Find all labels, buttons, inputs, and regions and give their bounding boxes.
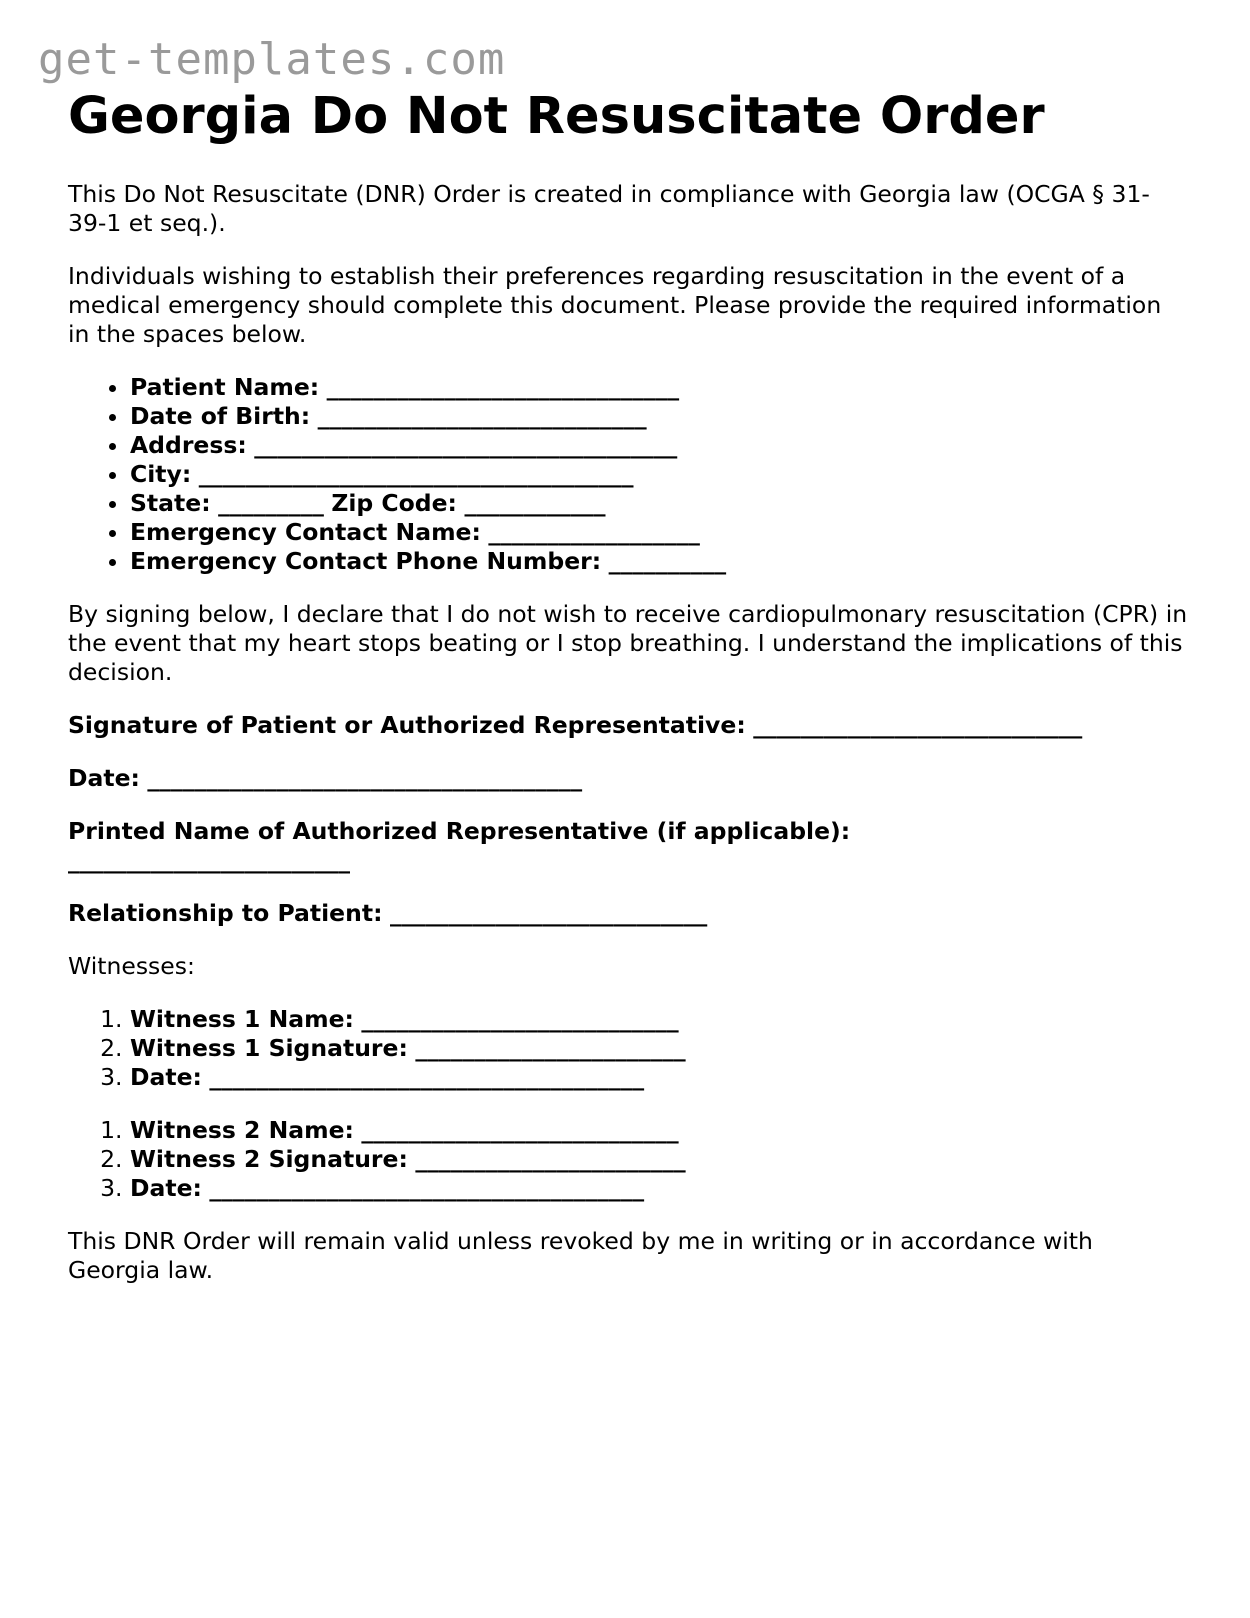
address-blank[interactable]: ____________________________________ (254, 431, 678, 459)
patient-name-label: Patient Name: (130, 373, 320, 401)
witness-2-list (68, 1116, 1188, 1203)
address-label: Address: (130, 431, 247, 459)
witness-2-signature-blank[interactable]: _______________________ (415, 1145, 686, 1173)
relationship-blank[interactable]: ___________________________ (389, 899, 708, 927)
witness-2-name-label: Witness 2 Name: (130, 1116, 354, 1144)
state-zip-field[interactable] (130, 489, 1188, 518)
witness-1-date-label: Date: (130, 1063, 202, 1091)
city-field[interactable] (130, 460, 1188, 489)
signature-field[interactable] (68, 711, 1188, 740)
patient-fields-list (68, 373, 1188, 576)
page-title: Georgia Do Not Resuscitate Order (68, 87, 1045, 146)
dob-blank[interactable]: ____________________________ (317, 402, 647, 430)
zip-label: Zip Code: (331, 489, 457, 517)
witness-2-signature-label: Witness 2 Signature: (130, 1145, 408, 1173)
witness-2-name-field[interactable] (130, 1116, 1188, 1145)
state-label: State: (130, 489, 211, 517)
witness-1-name-label: Witness 1 Name: (130, 1005, 354, 1033)
witness-2-date-blank[interactable]: _____________________________________ (209, 1174, 645, 1202)
patient-name-blank[interactable]: ______________________________ (326, 373, 680, 401)
intro-paragraph: This Do Not Resuscitate (DNR) Order is created in compliance with Georgia law (OCGA § 31-39-1 et seq.). (68, 180, 1150, 237)
date-label: Date: (68, 764, 140, 792)
state-blank[interactable]: _________ (218, 489, 324, 517)
printed-name-blank[interactable]: ________________________ (68, 846, 350, 874)
emergency-contact-phone-field[interactable] (130, 547, 1188, 576)
printed-name-field[interactable] (68, 817, 1188, 875)
dob-label: Date of Birth: (130, 402, 311, 430)
witness-2-signature-field[interactable] (130, 1145, 1188, 1174)
relationship-label: Relationship to Patient: (68, 899, 383, 927)
address-field[interactable] (130, 431, 1188, 460)
witness-1-signature-field[interactable] (130, 1034, 1188, 1063)
witnesses-heading: Witnesses: (68, 952, 195, 980)
emergency-contact-name-label: Emergency Contact Name: (130, 518, 481, 546)
witness-1-date-blank[interactable]: _____________________________________ (209, 1063, 645, 1091)
zip-blank[interactable]: ____________ (464, 489, 606, 517)
printed-name-label: Printed Name of Authorized Representative (if applicable): (68, 817, 851, 845)
signature-label: Signature of Patient or Authorized Representative: (68, 711, 746, 739)
emergency-contact-phone-blank[interactable]: __________ (608, 547, 727, 575)
witness-2-date-field[interactable] (130, 1174, 1188, 1203)
witness-2-name-blank[interactable]: ___________________________ (361, 1116, 679, 1144)
watermark: get-templates.com (38, 34, 506, 85)
instructions-paragraph: Individuals wishing to establish their preferences regarding resuscitation in the event of a medical emergency should complete this document. Please provide the required information in the spaces below. (68, 262, 1162, 348)
emergency-contact-name-field[interactable] (130, 518, 1188, 547)
witness-1-name-field[interactable] (130, 1005, 1188, 1034)
witness-1-signature-blank[interactable]: _______________________ (415, 1034, 686, 1062)
document-body (68, 86, 1188, 1285)
signature-blank[interactable]: ____________________________ (753, 711, 1083, 739)
dob-field[interactable] (130, 402, 1188, 431)
closing-paragraph: This DNR Order will remain valid unless revoked by me in writing or in accordance with Georgia law. (68, 1227, 1093, 1284)
witness-1-date-field[interactable] (130, 1063, 1188, 1092)
date-blank[interactable]: _____________________________________ (147, 764, 583, 792)
emergency-contact-phone-label: Emergency Contact Phone Number: (130, 547, 602, 575)
witness-1-list (68, 1005, 1188, 1092)
witness-2-date-label: Date: (130, 1174, 202, 1202)
patient-name-field[interactable] (130, 373, 1188, 402)
city-blank[interactable]: _____________________________________ (198, 460, 634, 488)
city-label: City: (130, 460, 192, 488)
witness-1-signature-label: Witness 1 Signature: (130, 1034, 408, 1062)
emergency-contact-name-blank[interactable]: __________________ (488, 518, 700, 546)
date-field[interactable] (68, 764, 1188, 793)
relationship-field[interactable] (68, 899, 1188, 928)
witness-1-name-blank[interactable]: ___________________________ (361, 1005, 679, 1033)
declaration-paragraph: By signing below, I declare that I do not wish to receive cardiopulmonary resuscitation (CPR) in the event that my heart stops beating or I stop breathing. I understand the implications of this decision. (68, 600, 1188, 686)
